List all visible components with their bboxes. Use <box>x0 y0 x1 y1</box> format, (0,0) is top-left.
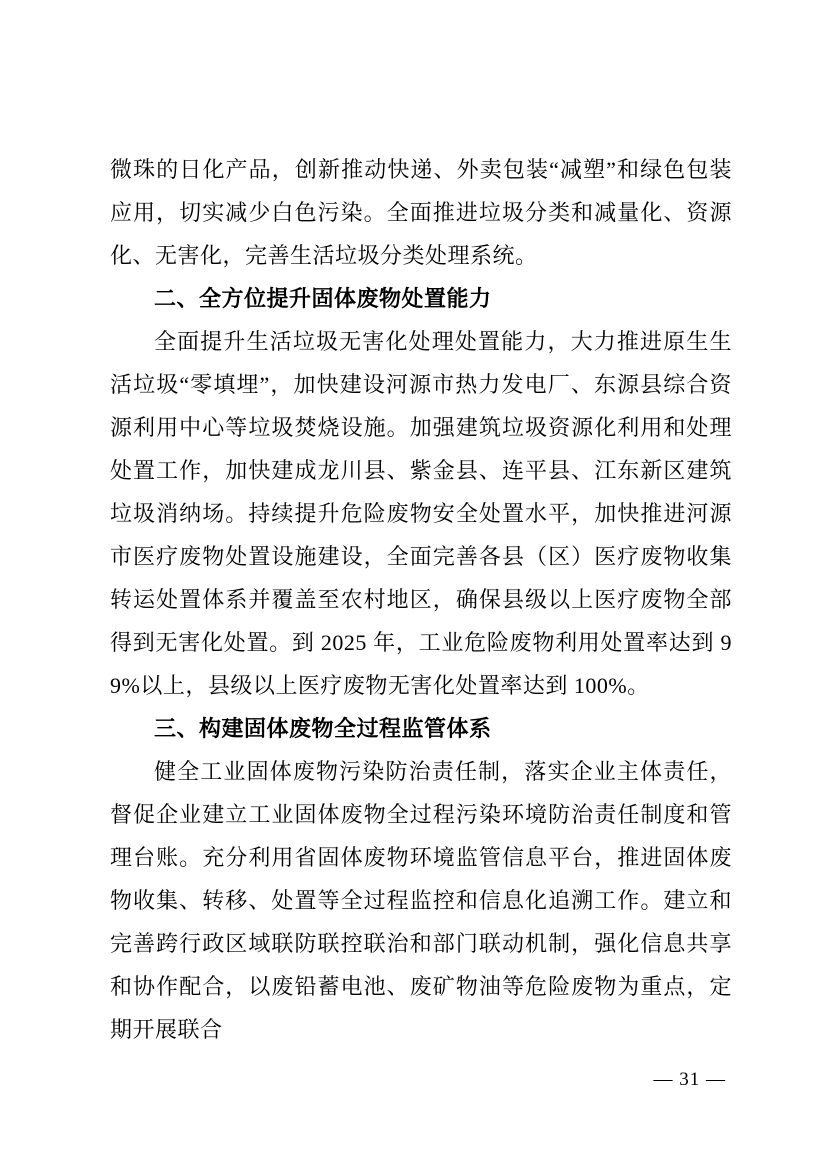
section-heading-3: 三、构建固体废物全过程监管体系 <box>154 716 492 741</box>
paragraph-section-2: 全面提升生活垃圾无害化处理处置能力，大力推进原生生活垃圾“零填埋”，加快建设河源市热力发电厂、东源县综合资源利用中心等垃圾焚烧设施。加强建筑垃圾资源化利用和处理处置工作，加快建成龙川县、紫金县、连平县、江东新区建筑垃圾消纳场。持续提升危险废物安全处置水平，加快推进河源市医疗废物处置设施建设，全面完善各县（区）医疗废物收集转运处置体系并覆盖至农村地区，确保县级以上医疗废物全部得到无害化处置。到 2025 年，工业危险废物利用处置率达到 99%以上，县级以上医疗废物无害化处置率达到 100%。 <box>110 329 732 698</box>
document-body <box>110 148 732 1051</box>
section-heading-2: 二、全方位提升固体废物处置能力 <box>154 286 492 311</box>
page-number: — 31 — <box>653 1069 726 1090</box>
paragraph-section-3: 健全工业固体废物污染防治责任制，落实企业主体责任，督促企业建立工业固体废物全过程污染环境防治责任制度和管理台账。充分利用省固体废物环境监管信息平台，推进固体废物收集、转移、处置等全过程监控和信息化追溯工作。建立和完善跨行政区域联防联控联治和部门联动机制，强化信息共享和协作配合，以废铅蓄电池、废矿物油等危险废物为重点，定期开展联合 <box>110 759 732 1042</box>
paragraph-continuation: 微珠的日化产品，创新推动快递、外卖包装“减塑”和绿色包装应用，切实减少白色污染。全面推进垃圾分类和减量化、资源化、无害化，完善生活垃圾分类处理系统。 <box>110 157 732 268</box>
